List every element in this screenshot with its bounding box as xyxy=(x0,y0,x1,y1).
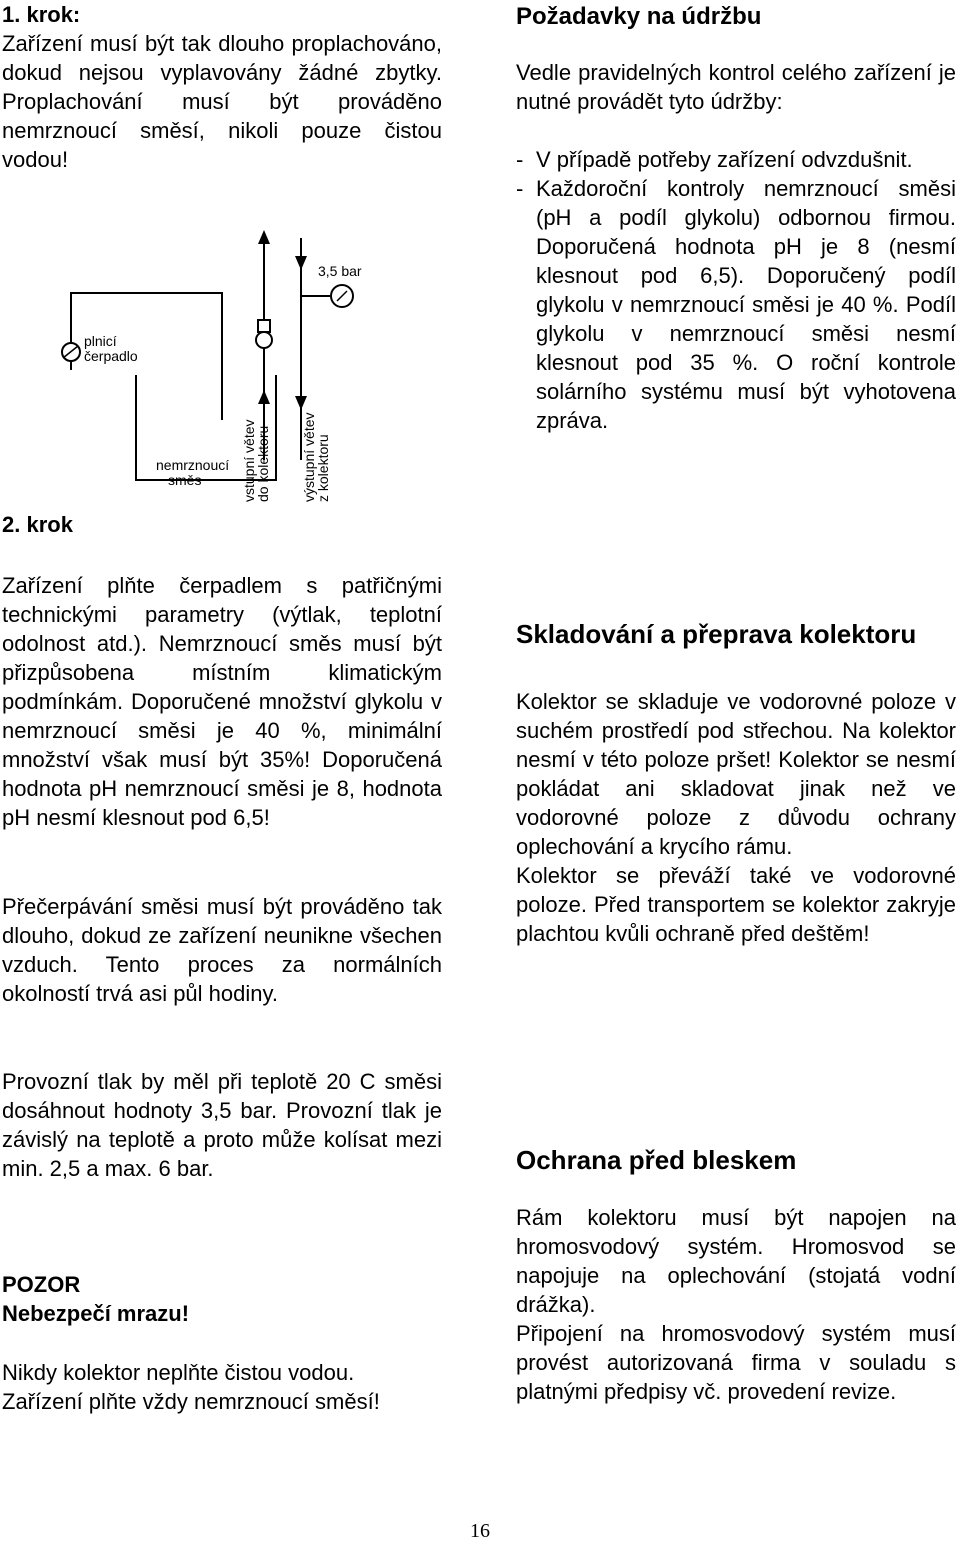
storage-paragraph-2: Kolektor se převáží také ve vodorovné poloze. Před transportem se kolektor zakryje plachtou kvůli ochraně před deštěm! xyxy=(516,863,956,946)
step2-body-3 xyxy=(2,1067,442,1183)
warning-block xyxy=(2,1270,442,1328)
mix-label-line-1: nemrznoucí xyxy=(156,457,230,473)
step2-title: 2. krok xyxy=(2,512,73,537)
maintenance-item xyxy=(516,174,956,435)
outlet-arrow-down xyxy=(295,396,307,410)
lightning-section xyxy=(516,1143,956,1406)
warning-subheading: Nebezpečí mrazu! xyxy=(2,1301,190,1326)
pump-label-line-1: plnicí xyxy=(84,333,117,349)
step2-paragraph-1: Zařízení plňte čerpadlem s patřičnými technickými parametry (výtlak, teplotní odolnost atd.). Nemrznoucí směs musí být přizpůsobena místním klimatickým podmínkám. Doporučené množství glykolu v nemrznoucí směsi je 40 %, minimální množství však musí být 35%! Doporučená hodnota pH nemrznoucí směsi je 8, hodnota pH nesmí klesnout pod 6,5! xyxy=(2,573,442,830)
filling-diagram xyxy=(48,230,378,510)
inlet-arrow-up xyxy=(258,230,270,244)
lightning-paragraph-2: Připojení na hromosvodový systém musí provést autorizovaná firma v souladu s platnými předpisy vč. provedení revize. xyxy=(516,1321,956,1404)
maintenance-item-text: Každoroční kontroly nemrznoucí směsi (pH a podíl glykolu) odbornou firmou. Doporučená hodnota pH je 8 (nesmí klesnout pod 6,5). Doporučený podíl glykolu v nemrznoucí směsi je 40 %. Podíl glykolu v nemrznoucí směsi nesmí klesnout pod 35 %. O roční kontrole solárního systému musí být vyhotovena zpráva. xyxy=(536,176,956,433)
warning-text-block xyxy=(2,1358,442,1416)
inlet-label-line-2: do kolektoru xyxy=(255,425,271,502)
pressure-label: 3,5 bar xyxy=(318,263,362,279)
step2-title-wrap xyxy=(2,510,442,539)
step2-body xyxy=(2,571,442,832)
maintenance-intro: Vedle pravidelných kontrol celého zařízení je nutné provádět tyto údržby: xyxy=(516,60,956,114)
mix-label-line-2: směs xyxy=(168,472,202,488)
maintenance-item-text: V případě potřeby zařízení odvzdušnit. xyxy=(536,147,913,172)
maintenance-item xyxy=(516,145,956,174)
step1-title: 1. krok: xyxy=(2,2,81,27)
step1-section xyxy=(2,0,442,174)
outlet-arrow-top xyxy=(295,256,307,270)
lightning-paragraph-1: Rám kolektoru musí být napojen na hromosvodový systém. Hromosvod se napojuje na oplechování (stojatá vodní drážka). xyxy=(516,1205,956,1317)
page-number: 16 xyxy=(470,1520,490,1542)
step2-paragraph-3: Provozní tlak by měl při teplotě 20 C směsi dosáhnout hodnoty 3,5 bar. Provozní tlak je závislý na teplotě a proto může kolísat mezi min. 2,5 a max. 6 bar. xyxy=(2,1069,442,1181)
pump-icon xyxy=(62,343,80,361)
lightning-title: Ochrana před bleskem xyxy=(516,1145,797,1175)
step2-paragraph-2: Přečerpávání směsi musí být prováděno tak dlouho, dokud ze zařízení neunikne všechen vzduch. Tento proces za normálních okolností trvá asi půl hodiny. xyxy=(2,894,442,1006)
warning-text-line-1: Nikdy kolektor neplňte čistou vodou. xyxy=(2,1360,355,1385)
inlet-arrow-mid xyxy=(258,390,270,404)
maintenance-section xyxy=(516,0,956,435)
inlet-label-line-1: vstupní větev xyxy=(241,419,257,502)
manometer-icon xyxy=(331,285,353,307)
step1-text: Zařízení musí být tak dlouho proplachováno, dokud nejsou vyplavovány žádné zbytky. Proplachování musí být prováděno nemrznoucí směsí, nikoli pouze čistou vodou! xyxy=(2,31,442,172)
storage-section xyxy=(516,617,956,948)
valve-icon xyxy=(256,320,272,348)
dash-icon: - xyxy=(516,147,524,172)
storage-paragraph-1: Kolektor se skladuje ve vodorovné poloze v suchém prostředí pod střechou. Na kolektor nesmí v této poloze pršet! Kolektor se nesmí pokládat ani skladovat jinak než ve vodorovné poloze z důvodu ochrany oplechování a krycího rámu. xyxy=(516,689,956,859)
pump-label-line-2: čerpadlo xyxy=(84,348,138,364)
warning-heading: POZOR xyxy=(2,1272,81,1297)
outlet-label-line-2: z kolektoru xyxy=(315,434,331,502)
warning-text-line-2: Zařízení plňte vždy nemrznoucí směsí! xyxy=(2,1389,380,1414)
storage-title: Skladování a přeprava kolektoru xyxy=(516,619,917,649)
maintenance-title: Požadavky na údržbu xyxy=(516,3,762,30)
dash-icon: - xyxy=(516,176,524,201)
step2-body-2 xyxy=(2,892,442,1008)
outlet-label-line-1: výstupní větev xyxy=(301,412,317,502)
